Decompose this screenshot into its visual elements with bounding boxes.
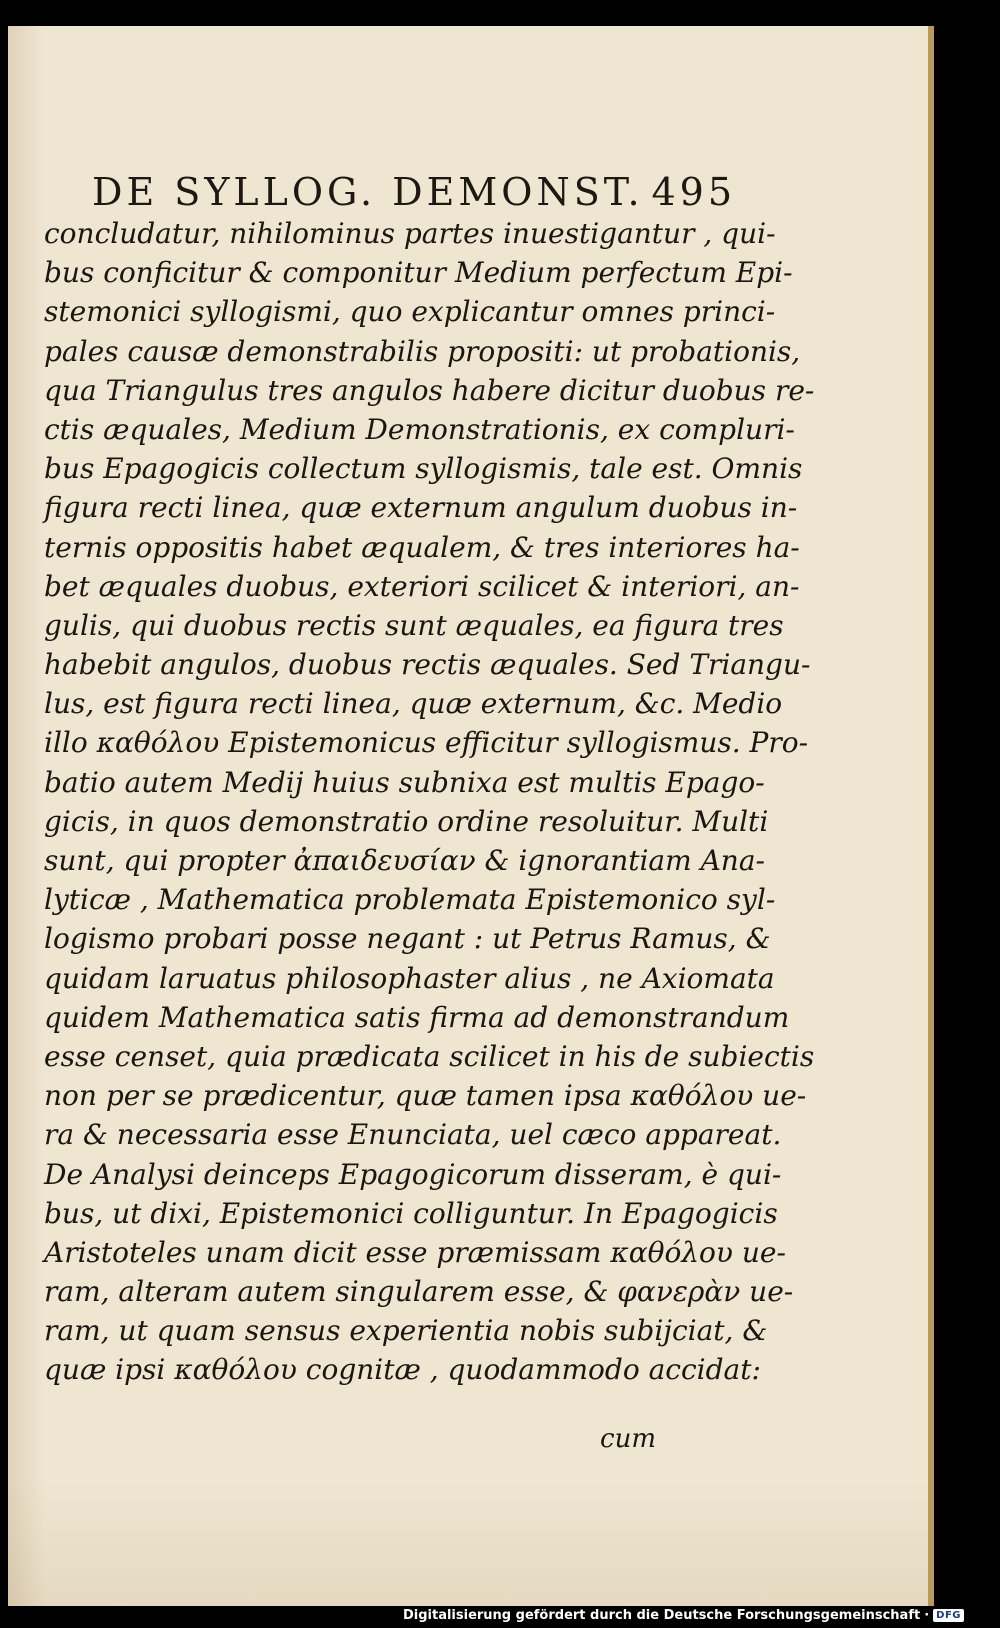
page-number: 495 <box>651 170 736 214</box>
text-line: lus, est figura recti linea, quæ externum, &c. Medio <box>44 687 783 721</box>
text-line: stemonici syllogismi, quo explicantur omnes princi- <box>44 295 776 329</box>
body-text <box>44 214 815 1390</box>
text-line: gulis, qui duobus rectis sunt æquales, ea figura tres <box>44 608 784 642</box>
text-line: non per se prædicentur, quæ tamen ipsa καθόλου ue- <box>44 1079 807 1113</box>
text-line: logismo probari posse negant : ut Petrus Ramus, & <box>44 922 771 956</box>
text-line: figura recti linea, quæ externum angulum duobus in- <box>44 491 798 525</box>
text-line: Aristoteles unam dicit esse præmissam καθόλου ue- <box>44 1235 786 1269</box>
text-line: ternis oppositis habet æqualem, & tres interiores ha- <box>44 530 800 564</box>
text-line: ram, ut quam sensus experientia nobis subijciat, & <box>44 1314 768 1348</box>
text-line: quidam laruatus philosophaster alius , ne Axiomata <box>44 961 775 995</box>
text-line: bus Epagogicis collectum syllogismis, tale est. Omnis <box>44 452 803 486</box>
footer-text: Digitalisierung gefördert durch die Deutsche Forschungsgemeinschaft <box>402 1607 921 1623</box>
text-line: lyticæ , Mathematica problemata Epistemonico syl- <box>44 883 776 917</box>
running-head-title: DE SYLLOG. DEMONST. <box>92 170 644 214</box>
catchword: cum <box>600 1424 656 1454</box>
text-line: gicis, in quos demonstratio ordine resoluitur. Multi <box>44 804 769 838</box>
text-line: bus conficitur & componitur Medium perfectum Epi- <box>44 256 793 290</box>
text-line: quæ ipsi καθόλου cognitæ , quodammodo accidat: <box>44 1353 761 1387</box>
text-line: habebit angulos, duobus rectis æquales. Sed Triangu- <box>44 648 811 682</box>
book-page <box>8 26 934 1606</box>
footer-separator: · <box>924 1607 930 1623</box>
dfg-logo: DFG <box>933 1609 964 1622</box>
text-line: ra & necessaria esse Enunciata, uel cæco appareat. <box>44 1118 782 1152</box>
text-line: bus, ut dixi, Epistemonici colliguntur. In Epagogicis <box>44 1196 778 1230</box>
text-line: qua Triangulus tres angulos habere dicitur duobus re- <box>44 373 815 407</box>
text-line: concludatur, nihilominus partes inuestigantur , qui- <box>44 217 776 250</box>
running-head <box>92 170 736 214</box>
text-line: sunt, qui propter ἀπαιδευσίαν & ignorantiam Ana- <box>44 844 765 877</box>
text-line: ram, alteram autem singularem esse, & φανερὰν ue- <box>44 1275 794 1309</box>
text-line: quidem Mathematica satis firma ad demonstrandum <box>44 1000 790 1034</box>
text-line: batio autem Medij huius subnixa est multis Epago- <box>44 765 765 799</box>
text-line: De Analysi deinceps Epagogicorum disseram, è qui- <box>44 1157 782 1191</box>
text-line: esse censet, quia prædicata scilicet in his de subiectis <box>44 1039 815 1073</box>
text-line: ctis æquales, Medium Demonstrationis, ex compluri- <box>44 412 795 446</box>
text-line: bet æquales duobus, exteriori scilicet & interiori, an- <box>44 569 800 603</box>
text-line: pales causæ demonstrabilis propositi: ut probationis, <box>44 334 801 368</box>
text-line: illo καθόλου Epistemonicus efficitur syllogismus. Pro- <box>44 726 809 760</box>
footer-credit <box>403 1604 964 1626</box>
